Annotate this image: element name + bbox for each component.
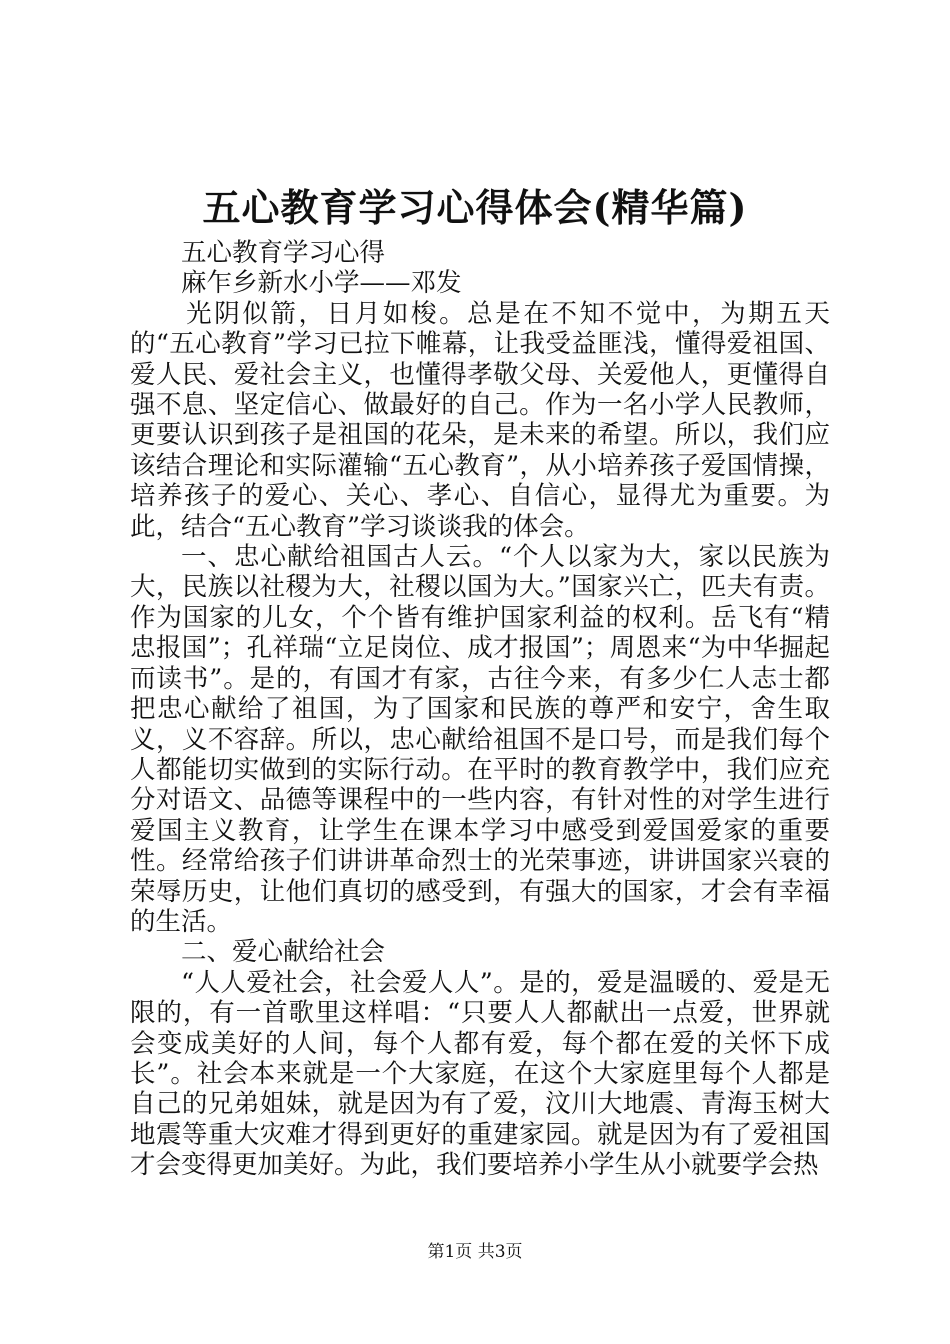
author-line: 麻乍乡新水小学——邓发 <box>181 268 462 299</box>
paragraph: “人人爱社会，社会爱人人”。是的，爱是温暖的、爱是无限的，有一首歌里这样唱：“只要人人都献出一点爱，世界就会变成美好的人间，每个人都有爱，每个都在爱的关怀下成长”。社会本来就是一个大家庭，在这个大家庭里每个人都是自己的兄弟姐妹，就是因为有了爱，汶川大地震、青海玉树大地震等重大灾难才得到更好的重建家园。就是因为有了爱祖国才会变得更加美好。为此，我们要培养小学生从小就要学会热 <box>130 967 830 1181</box>
paragraph: 光阴似箭，日月如梭。总是在不知不觉中，为期五天的“五心教育”学习已拉下帷幕，让我受益匪浅，懂得爱祖国、爱人民、爱社会主义，也懂得孝敬父母、关爱他人，更懂得自强不息、坚定信心、做最好的自己。作为一名小学人民教师，更要认识到孩子是祖国的花朵，是未来的希望。所以，我们应该结合理论和实际灌输“五心教育”，从小培养孩子爱国情操，培养孩子的爱心、关心、孝心、自信心，显得尤为重要。为此，结合“五心教育”学习谈谈我的体会。 <box>130 298 830 542</box>
section-heading: 二、爱心献给社会 <box>181 937 386 968</box>
page-footer: 第1页 共3页 <box>427 1242 523 1262</box>
paragraph: 一、忠心献给祖国古人云。“个人以家为大，家以民族为大，民族以社稷为大，社稷以国为大。”国家兴亡，匹夫有责。作为国家的儿女，个个皆有维护国家利益的权利。岳飞有“精忠报国”；孔祥瑞“立足岗位、成才报国”；周恩来“为中华掘起而读书”。是的，有国才有家，古往今来，有多少仁人志士都把忠心献给了祖国，为了国家和民族的尊严和安宁，舍生取义，义不容辞。所以，忠心献给祖国不是口号，而是我们每个人都能切实做到的实际行动。在平时的教育教学中，我们应充分对语文、品德等课程中的一些内容，有针对性的对学生进行爱国主义教育，让学生在课本学习中感受到爱国爱家的重要性。经常给孩子们讲讲革命烈士的光荣事迹，讲讲国家兴衰的荣辱历史，让他们真切的感受到，有强大的国家，才会有幸福的生活。 <box>130 542 830 937</box>
document-body <box>130 238 830 1181</box>
subtitle: 五心教育学习心得 <box>181 238 386 268</box>
document-title: 五心教育学习心得体会(精华篇) <box>202 185 748 230</box>
